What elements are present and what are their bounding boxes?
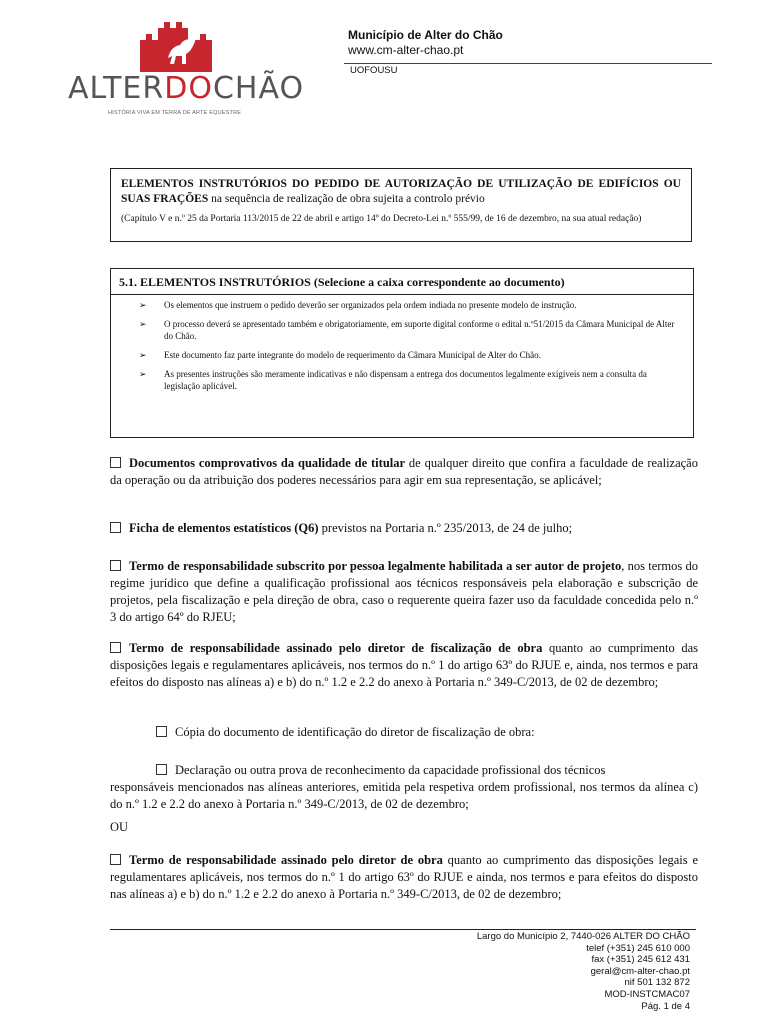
item-text: quanto ao cumprimento das disposições legais e regulamentares aplicáveis, nos termos do n.º 1 do artigo 63º do RJUE e, ainda, nos termos e para efeitos do disposto nas alíneas a) e b) do n.º 1.2 e 2.2 do anexo à Portaria n.º 349-C/2013, de 02 de dezembro; bbox=[110, 641, 698, 689]
item-bold-text: Documentos comprovativos da qualidade de titular bbox=[129, 456, 406, 470]
item-bold-text: Termo de responsabilidade assinado pelo diretor de obra bbox=[129, 853, 443, 867]
department-code: UOFOUSU bbox=[350, 65, 398, 76]
logo-text-alter: ALTER bbox=[68, 71, 165, 106]
subitem-text: Cópia do documento de identificação do diretor de fiscalização de obra: bbox=[175, 725, 535, 739]
page-number: Pág. 1 de 4 bbox=[641, 1000, 690, 1012]
checklist-item-works-director bbox=[110, 852, 698, 903]
list-item-text: As presentes instruções são meramente indicativas e não dispensam a entrega dos documentos legalmente exigíveis nem a consulta da legislação aplicável. bbox=[164, 369, 647, 391]
item-bold-text: Ficha de elementos estatísticos (Q6) bbox=[129, 521, 319, 535]
list-item-text: Os elementos que instruem o pedido deverão ser organizados pela ordem indiada no presente modelo de instrução. bbox=[164, 300, 577, 310]
arrow-bullet-icon: ➢ bbox=[139, 350, 147, 360]
logo-text-do: DO bbox=[164, 71, 213, 106]
checklist-item-statistics bbox=[110, 520, 698, 537]
item-bold-text: Termo de responsabilidade subscrito por pessoa legalmente habilitada a ser autor de projeto bbox=[129, 559, 622, 573]
list-item bbox=[139, 318, 681, 342]
footer-email[interactable]: geral@cm-alter-chao.pt bbox=[590, 965, 690, 977]
checklist-item-titular bbox=[110, 455, 698, 489]
document-title-bold: ELEMENTOS INSTRUTÓRIOS DO PEDIDO DE AUTORIZAÇÃO DE UTILIZAÇÃO DE EDIFÍCIOS OU SUAS FRAÇÕES bbox=[121, 178, 681, 205]
checklist-subitem-declaration bbox=[156, 762, 698, 779]
section-heading: 5.1. ELEMENTOS INSTRUTÓRIOS (Selecione a caixa correspondente ao documento) bbox=[111, 269, 693, 295]
checklist-subitem-declaration-continued: responsáveis mencionados nas alíneas anteriores, emitida pela respetiva ordem profissional, nos termos da alínea c) do n.º 1.2 e 2.2 do anexo à Portaria n.º 349-C/2013, de 02 de dezembro; bbox=[110, 780, 698, 811]
list-item-text: Este documento faz parte integrante do modelo de requerimento da Câmara Municipal de Alter do Chão. bbox=[164, 350, 541, 360]
arrow-bullet-icon: ➢ bbox=[139, 300, 147, 310]
footer-form-code: MOD-INSTCMAC07 bbox=[604, 988, 690, 1000]
legal-reference-note: (Capítulo V e n.º 25 da Portaria 113/2015 de 22 de abril e artigo 14º do Decreto-Lei n.º 555/99, de 16 de dezembro, na sua atual redação) bbox=[121, 214, 642, 224]
item-text: previstos na Portaria n.º 235/2013, de 24 de julho; bbox=[318, 521, 573, 535]
footer-divider bbox=[110, 929, 696, 930]
checkbox-titular[interactable] bbox=[110, 457, 121, 468]
header-divider bbox=[344, 63, 712, 64]
list-item bbox=[139, 349, 681, 361]
footer-fax: fax (+351) 245 612 431 bbox=[591, 954, 690, 966]
subitem-text: Declaração ou outra prova de reconhecimento da capacidade profissional dos técnicos bbox=[175, 763, 606, 777]
castle-horse-emblem-icon bbox=[130, 18, 230, 72]
item-text: , nos termos do regime jurídico que define a qualificação profissional aos técnicos responsáveis pela elaboração e subscrição de projetos, pela fiscalização e pela direção de obra, caso o requerente queira fazer uso da faculdade concedida pelo n.º 3 do artigo 64º do RJEU; bbox=[110, 559, 699, 624]
website-link[interactable]: www.cm-alter-chao.pt bbox=[348, 43, 464, 57]
list-item bbox=[139, 299, 681, 311]
list-item-text: O processo deverá se apresentado também e obrigatoriamente, em suporte digital conforme o edital n.º51/2015 da Câmara Municipal de Alter do Chão. bbox=[164, 319, 675, 341]
municipality-name: Município de Alter do Chão bbox=[348, 28, 503, 42]
document-title-rest: na sequência de realização de obra sujeita a controlo prévio bbox=[208, 193, 485, 205]
footer-address: Largo do Município 2, 7440-026 ALTER DO CHÃO bbox=[476, 931, 690, 942]
logo-text-chao: CHÃO bbox=[212, 71, 305, 106]
list-item bbox=[139, 368, 681, 392]
document-title bbox=[121, 177, 681, 207]
municipality-logo bbox=[68, 18, 305, 118]
checklist-item-inspection-director bbox=[110, 640, 698, 691]
checkbox-works-director[interactable] bbox=[110, 854, 121, 865]
checkbox-id-copy[interactable] bbox=[156, 726, 167, 737]
logo-tagline: HISTÓRIA VIVA EM TERRA DE ARTE EQUESTRE bbox=[108, 110, 242, 116]
checkbox-statistics[interactable] bbox=[110, 522, 121, 533]
item-text: de qualquer direito que confira a faculdade de realização da operação ou da atribuição dos poderes necessários para agir em sua representação, se aplicável; bbox=[110, 456, 698, 487]
footer-contact bbox=[477, 931, 690, 1012]
item-bold-text: Termo de responsabilidade assinado pelo diretor de fiscalização de obra bbox=[129, 641, 543, 655]
checklist-subitem-id-copy bbox=[156, 724, 535, 741]
header-contact bbox=[348, 28, 503, 57]
checkbox-project-author[interactable] bbox=[110, 560, 121, 571]
or-separator: OU bbox=[110, 820, 129, 834]
checkbox-inspection-director[interactable] bbox=[110, 642, 121, 653]
instructions-box bbox=[110, 268, 694, 438]
checklist-item-project-author bbox=[110, 558, 698, 626]
document-title-box bbox=[110, 168, 692, 242]
arrow-bullet-icon: ➢ bbox=[139, 369, 147, 379]
arrow-bullet-icon: ➢ bbox=[139, 319, 147, 329]
footer-nif: nif 501 132 872 bbox=[624, 977, 690, 989]
checkbox-declaration[interactable] bbox=[156, 764, 167, 775]
item-text: quanto ao cumprimento das disposições legais e regulamentares aplicáveis, nos termos do n.º 1 do artigo 63º do RJUE e ainda, nos termos e para efeitos do disposto nas alíneas a) e b) do n.º 1.2 e 2.2 do anexo à Portaria n.º 349-C/2013, de 02 de dezembro; bbox=[110, 853, 698, 901]
footer-phone: telef (+351) 245 610 000 bbox=[586, 942, 690, 954]
instructions-list bbox=[111, 295, 693, 392]
